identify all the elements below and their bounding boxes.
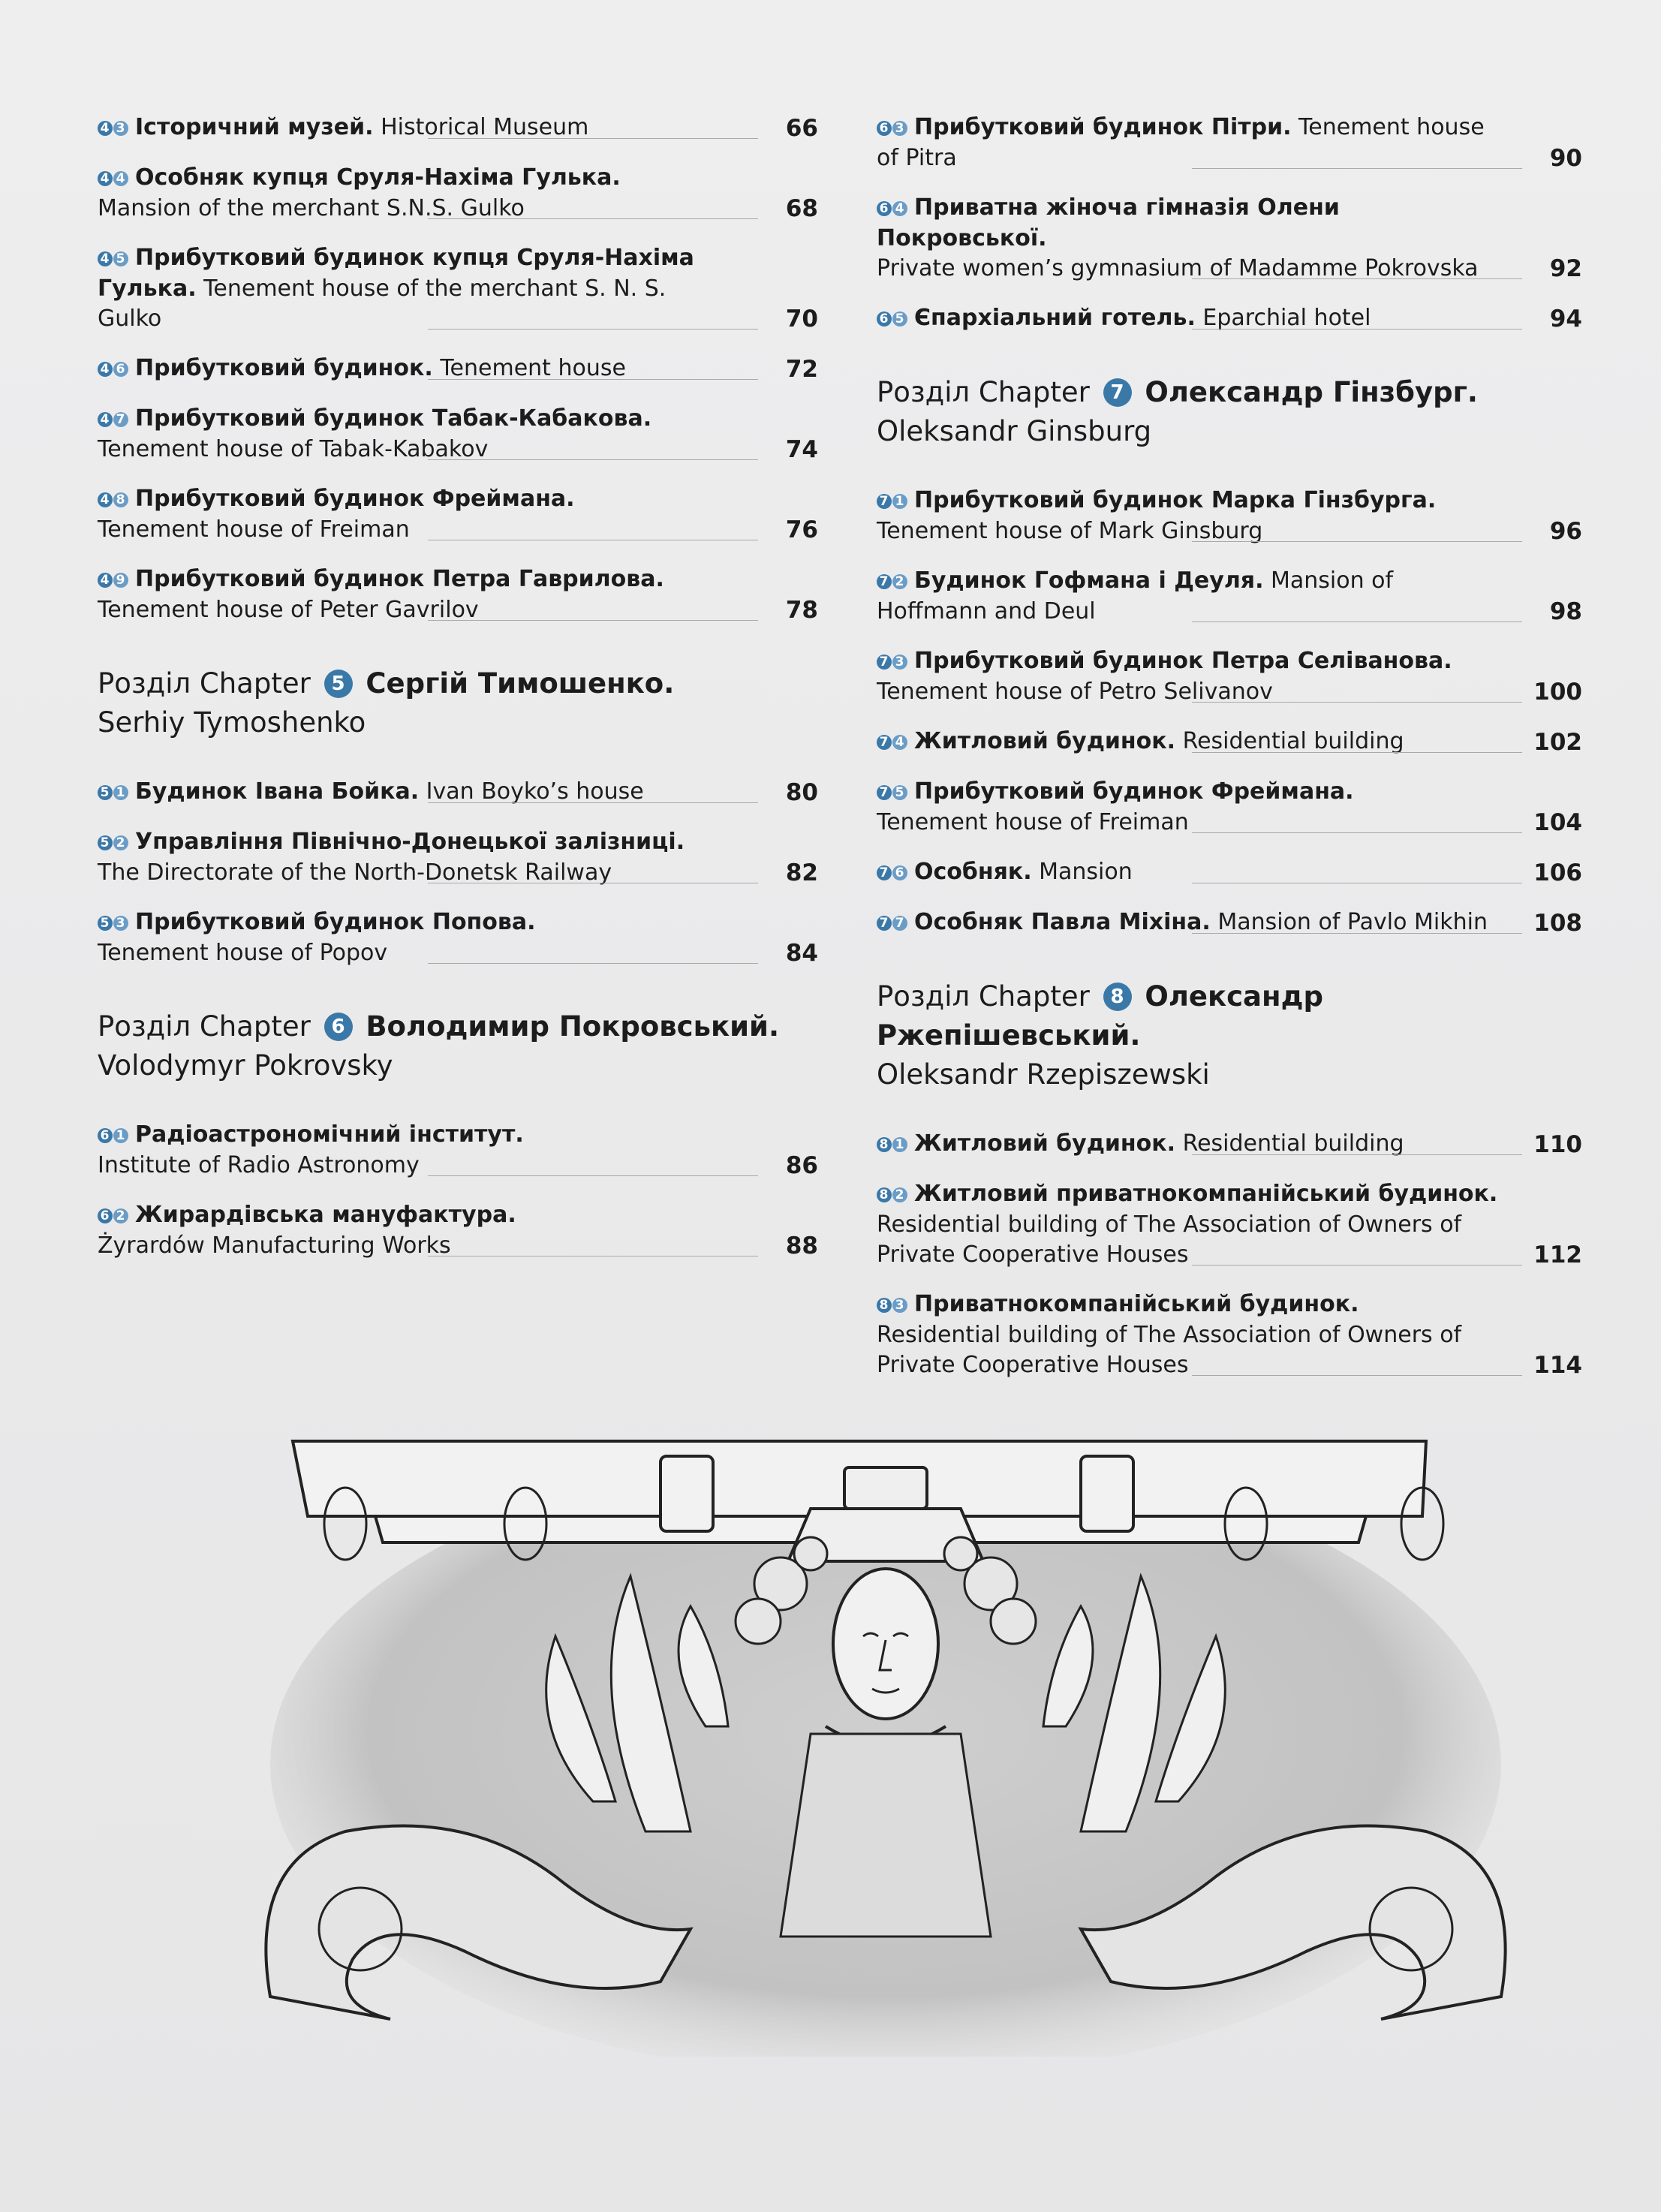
page-number: 84 [785, 940, 818, 967]
dot-leader-line [1192, 621, 1522, 622]
toc-entry[interactable] [98, 404, 818, 465]
toc-entry[interactable] [98, 907, 818, 968]
section-number-digit: 4 [98, 121, 113, 136]
toc-entry-title [98, 484, 818, 545]
section-number-digit: 4 [98, 251, 113, 266]
chapter-author-en: Serhiy Tymoshenko [98, 706, 366, 739]
section-number-digit: 2 [113, 1208, 128, 1223]
title-ukrainian: Прибутковий будинок Попова. [135, 909, 536, 935]
section-number-digit: 3 [892, 121, 907, 136]
chapter-label: Розділ Chapter [98, 1010, 311, 1043]
title-ukrainian: Жирардівська мануфактура. [135, 1202, 516, 1228]
section-number-digit: 3 [892, 655, 907, 670]
title-ukrainian: Особняк. [914, 859, 1032, 885]
dot-leader-line [428, 138, 758, 139]
section-number-badge [877, 778, 908, 808]
title-english: The Directorate of the North-Donetsk Railway [98, 859, 612, 886]
section-number-badge [877, 113, 908, 143]
title-ukrainian: Прибутковий будинок Петра Гаврилова. [135, 566, 664, 592]
page-number: 66 [785, 115, 818, 142]
title-english: Tenement house of Tabak-Kabakov [98, 436, 489, 462]
section-number-digit: 4 [98, 573, 113, 588]
section-number-digit: 5 [98, 916, 113, 931]
toc-entry-title [877, 1290, 1582, 1380]
toc-entry[interactable] [877, 113, 1582, 173]
section-number-badge [877, 1180, 908, 1210]
section-number-badge [877, 727, 908, 757]
title-ukrainian: Житловий будинок. [914, 1130, 1176, 1157]
section-number-digit: 2 [892, 1187, 907, 1202]
section-number-digit: 2 [113, 835, 128, 850]
page-number: 114 [1533, 1352, 1582, 1379]
page-number: 98 [1549, 598, 1582, 625]
section-number-digit: 4 [892, 735, 907, 750]
title-english: Eparchial hotel [1195, 305, 1371, 331]
toc-group-right-a [877, 113, 1582, 334]
section-number-badge [877, 647, 908, 677]
toc-group-right-b [877, 486, 1582, 938]
section-number-digit: 3 [113, 916, 128, 931]
title-ukrainian: Особняк купця Сруля-Нахіма Гулька. [135, 164, 621, 191]
toc-entry[interactable] [98, 777, 818, 808]
page-number: 90 [1549, 145, 1582, 172]
dot-leader-line [1192, 1375, 1522, 1376]
page-number: 72 [785, 356, 818, 383]
chapter-heading-5 [98, 664, 818, 742]
title-ukrainian: Історичний музей. [135, 114, 374, 140]
section-number-badge [877, 486, 908, 516]
toc-entry[interactable] [877, 193, 1582, 284]
chapter-number-badge: 8 [1103, 983, 1132, 1011]
toc-entry[interactable] [98, 1120, 818, 1181]
section-number-digit: 6 [877, 121, 892, 136]
title-english: Tenement house of Peter Gavrilov [98, 597, 479, 623]
toc-entry[interactable] [877, 727, 1582, 757]
section-number-badge [877, 1130, 908, 1160]
page-number: 104 [1533, 809, 1582, 836]
section-number-badge [877, 194, 908, 224]
section-number-digit: 7 [877, 916, 892, 931]
section-number-badge [98, 113, 129, 143]
chapter-author-ua: Володимир Покровський. [366, 1010, 780, 1043]
section-number-digit: 5 [98, 835, 113, 850]
section-number-digit: 4 [98, 412, 113, 427]
toc-group-right-c [877, 1129, 1582, 1380]
title-english: Ivan Boyko’s house [419, 778, 644, 805]
toc-entry[interactable] [877, 566, 1582, 627]
toc-left-column [98, 113, 818, 1281]
toc-entry-title [98, 404, 818, 465]
title-ukrainian: Приватна жіноча гімназія Олени Покровської. [877, 194, 1340, 251]
section-number-digit: 6 [113, 362, 128, 377]
toc-entry[interactable] [877, 486, 1582, 546]
chapter-heading-6 [98, 1007, 818, 1085]
toc-entry[interactable] [877, 907, 1582, 938]
title-ukrainian: Особняк Павла Міхіна. [914, 909, 1211, 935]
toc-entry[interactable] [877, 1129, 1582, 1160]
section-number-digit: 3 [892, 1298, 907, 1313]
toc-group-left-c [98, 1120, 818, 1261]
dot-leader-line [1192, 168, 1522, 169]
title-english: Żyrardów Manufacturing Works [98, 1232, 451, 1259]
title-english: Residential building [1175, 728, 1404, 754]
section-number-badge [98, 405, 129, 435]
title-ukrainian: Житловий приватнокомпанійський будинок. [914, 1181, 1498, 1207]
section-number-badge [98, 244, 129, 274]
section-number-digit: 4 [98, 362, 113, 377]
toc-entry-title [877, 777, 1582, 838]
toc-entry[interactable] [877, 1290, 1582, 1380]
section-number-digit: 7 [892, 916, 907, 931]
toc-entry-title [877, 566, 1582, 627]
section-number-digit: 8 [877, 1187, 892, 1202]
section-number-digit: 7 [877, 865, 892, 880]
title-english: Mansion [1031, 859, 1133, 885]
chapter-number-badge: 7 [1103, 378, 1132, 407]
page-number: 100 [1533, 679, 1582, 706]
section-number-digit: 8 [113, 492, 128, 507]
toc-entry-title [98, 907, 818, 968]
page-number: 70 [785, 305, 818, 333]
title-ukrainian: Прибутковий будинок Табак-Кабакова. [135, 405, 652, 432]
toc-entry-title [877, 193, 1582, 284]
section-number-digit: 9 [113, 573, 128, 588]
dot-leader-line [1192, 541, 1522, 542]
toc-entry-title [877, 486, 1582, 546]
dot-leader-line [1192, 752, 1522, 753]
dot-leader-line [428, 379, 758, 380]
title-ukrainian: Прибутковий будинок. [135, 355, 433, 381]
section-number-digit: 6 [98, 1208, 113, 1223]
toc-entry[interactable] [877, 303, 1582, 334]
dot-leader-line [1192, 1265, 1522, 1266]
section-number-digit: 4 [113, 171, 128, 186]
section-number-digit: 2 [892, 574, 907, 589]
title-ukrainian: Прибутковий будинок Марка Гінзбурга. [914, 487, 1437, 513]
section-number-digit: 7 [113, 412, 128, 427]
section-number-digit: 4 [98, 171, 113, 186]
section-number-badge [98, 828, 129, 858]
page-number: 102 [1533, 729, 1582, 756]
title-english: Tenement house [432, 355, 626, 381]
dot-leader-line [1192, 832, 1522, 833]
title-english: Private women’s gymnasium of Madamme Pokrovska [877, 255, 1479, 281]
section-number-digit: 1 [892, 494, 907, 509]
toc-entry[interactable] [98, 484, 818, 545]
chapter-label: Розділ Chapter [877, 980, 1090, 1013]
section-number-digit: 5 [892, 311, 907, 327]
title-ukrainian: Будинок Івана Бойка. [135, 778, 420, 805]
title-ukrainian: Будинок Гофмана і Деуля. [914, 567, 1264, 594]
toc-group-left-b [98, 777, 818, 968]
chapter-author-en: Oleksandr Rzepiszewski [877, 1058, 1210, 1091]
toc-entry-title [877, 113, 1582, 173]
chapter-author-ua: Олександр Ржепішевський. [877, 980, 1323, 1052]
section-number-badge [98, 908, 129, 938]
toc-entry-title [98, 163, 818, 224]
title-ukrainian: Житловий будинок. [914, 728, 1176, 754]
section-number-badge [877, 304, 908, 334]
chapter-label: Розділ Chapter [877, 376, 1090, 408]
toc-entry[interactable] [98, 113, 818, 143]
toc-entry-title [98, 564, 818, 625]
title-ukrainian: Управління Північно-Донецької залізниці. [135, 829, 685, 855]
page-number: 80 [785, 779, 818, 806]
section-number-digit: 4 [98, 492, 113, 507]
toc-right-column [877, 113, 1582, 1400]
section-number-digit: 7 [877, 574, 892, 589]
title-ukrainian: Прибутковий будинок Фреймана. [135, 486, 575, 512]
chapter-author-en: Oleksandr Ginsburg [877, 415, 1152, 447]
dot-leader-line [428, 218, 758, 219]
section-number-digit: 3 [113, 121, 128, 136]
toc-entry[interactable] [877, 1179, 1582, 1270]
dot-leader-line [428, 620, 758, 621]
title-ukrainian: Прибутковий будинок Фреймана. [914, 778, 1354, 805]
toc-entry[interactable] [98, 354, 818, 384]
title-ukrainian: Радіоастрономічний інститут. [135, 1121, 524, 1148]
section-number-digit: 5 [892, 785, 907, 800]
section-number-badge [98, 778, 129, 808]
title-english: Tenement house of Popov [98, 940, 388, 966]
toc-entry[interactable] [98, 564, 818, 625]
section-number-digit: 4 [892, 201, 907, 216]
toc-entry-title [877, 646, 1582, 707]
toc-entry[interactable] [877, 857, 1582, 888]
chapter-author-en: Volodymyr Pokrovsky [98, 1049, 393, 1082]
page-number: 76 [785, 516, 818, 543]
section-number-digit: 8 [877, 1298, 892, 1313]
toc-entry-title [98, 1200, 818, 1261]
title-ukrainian: Єпархіальний готель. [914, 305, 1196, 331]
section-number-digit: 8 [877, 1137, 892, 1152]
toc-entry-title [877, 1179, 1582, 1270]
title-ukrainian: Прибутковий будинок купця Сруля-Нахіма Гулька. [98, 245, 694, 302]
title-english: Tenement house of the merchant S. N. S. Gulko [98, 275, 667, 332]
section-number-digit: 1 [892, 1137, 907, 1152]
title-english: Tenement house of Freiman [98, 516, 410, 543]
section-number-digit: 7 [877, 494, 892, 509]
toc-entry[interactable] [98, 1200, 818, 1261]
section-number-badge [98, 565, 129, 595]
section-number-digit: 6 [877, 201, 892, 216]
section-number-badge [98, 164, 129, 194]
chapter-heading-7 [877, 373, 1582, 451]
section-number-digit: 7 [877, 735, 892, 750]
section-number-digit: 1 [113, 1128, 128, 1143]
page-number: 68 [785, 195, 818, 222]
toc-entry[interactable] [877, 777, 1582, 838]
page-number: 94 [1549, 305, 1582, 333]
page-number: 86 [785, 1152, 818, 1179]
dot-leader-line [1192, 329, 1522, 330]
chapter-label: Розділ Chapter [98, 667, 311, 700]
page-number: 108 [1533, 910, 1582, 937]
title-english: Institute of Radio Astronomy [98, 1152, 420, 1178]
title-ukrainian: Приватнокомпанійський будинок. [914, 1291, 1359, 1317]
section-number-digit: 5 [98, 785, 113, 800]
dot-leader-line [1192, 278, 1522, 279]
dot-leader-line [428, 1175, 758, 1176]
section-number-digit: 6 [892, 865, 907, 880]
dot-leader-line [428, 802, 758, 803]
title-ukrainian: Прибутковий будинок Пітри. [914, 114, 1292, 140]
dot-leader-line [428, 329, 758, 330]
page-number: 92 [1549, 255, 1582, 282]
title-english: Mansion of Pavlo Mikhin [1210, 909, 1488, 935]
title-english: Residential building of The Association of Owners of Private Cooperative Houses [877, 1322, 1462, 1378]
title-english: Residential building of The Association of Owners of Private Cooperative Houses [877, 1211, 1462, 1268]
toc-entry[interactable] [98, 243, 818, 334]
chapter-number-badge: 5 [324, 670, 353, 698]
page-number: 82 [785, 859, 818, 886]
toc-entry-title [98, 827, 818, 888]
section-number-badge [98, 1201, 129, 1231]
section-number-badge [98, 354, 129, 384]
toc-entry-title [98, 243, 818, 334]
section-number-badge [98, 485, 129, 515]
page-number: 96 [1549, 518, 1582, 545]
title-english: Tenement house of Mark Ginsburg [877, 518, 1263, 544]
page-number: 106 [1533, 859, 1582, 886]
section-number-digit: 5 [113, 251, 128, 266]
page-number: 74 [785, 436, 818, 463]
chapter-author-ua: Сергій Тимошенко. [366, 667, 675, 700]
chapter-heading-8 [877, 977, 1582, 1094]
section-number-badge [877, 567, 908, 597]
dot-leader-line [1192, 933, 1522, 934]
dot-leader-line [1192, 1154, 1522, 1155]
section-number-digit: 1 [113, 785, 128, 800]
toc-entry[interactable] [98, 827, 818, 888]
section-number-digit: 6 [877, 311, 892, 327]
dot-leader-line [1192, 702, 1522, 703]
ornamental-art-nouveau-relief-icon [240, 1411, 1531, 2057]
page-number: 112 [1533, 1241, 1582, 1269]
section-number-badge [877, 908, 908, 938]
dot-leader-line [428, 459, 758, 460]
section-number-digit: 6 [98, 1128, 113, 1143]
section-number-badge [877, 1290, 908, 1320]
section-number-digit: 7 [877, 655, 892, 670]
title-english: Residential building [1175, 1130, 1404, 1157]
page-number: 78 [785, 597, 818, 624]
dot-leader-line [428, 963, 758, 964]
toc-entry[interactable] [98, 163, 818, 224]
title-english: Mansion of Hoffmann and Deul [877, 567, 1394, 624]
page-number: 110 [1533, 1131, 1582, 1158]
toc-group-left-a [98, 113, 818, 625]
chapter-author-ua: Олександр Гінзбург. [1145, 376, 1478, 408]
toc-entry-title [98, 1120, 818, 1181]
title-english: Tenement house of Freiman [877, 809, 1189, 835]
section-number-badge [98, 1121, 129, 1151]
title-english: Tenement house of Pitra [877, 114, 1485, 171]
title-ukrainian: Прибутковий будинок Петра Селіванова. [914, 648, 1452, 674]
chapter-number-badge: 6 [324, 1013, 353, 1041]
toc-entry[interactable] [877, 646, 1582, 707]
title-english: Tenement house of Petro Selivanov [877, 679, 1273, 705]
section-number-badge [877, 858, 908, 888]
title-english: Mansion of the merchant S.N.S. Gulko [98, 195, 525, 221]
title-english: Historical Museum [373, 114, 589, 140]
section-number-digit: 7 [877, 785, 892, 800]
page-number: 88 [785, 1232, 818, 1259]
